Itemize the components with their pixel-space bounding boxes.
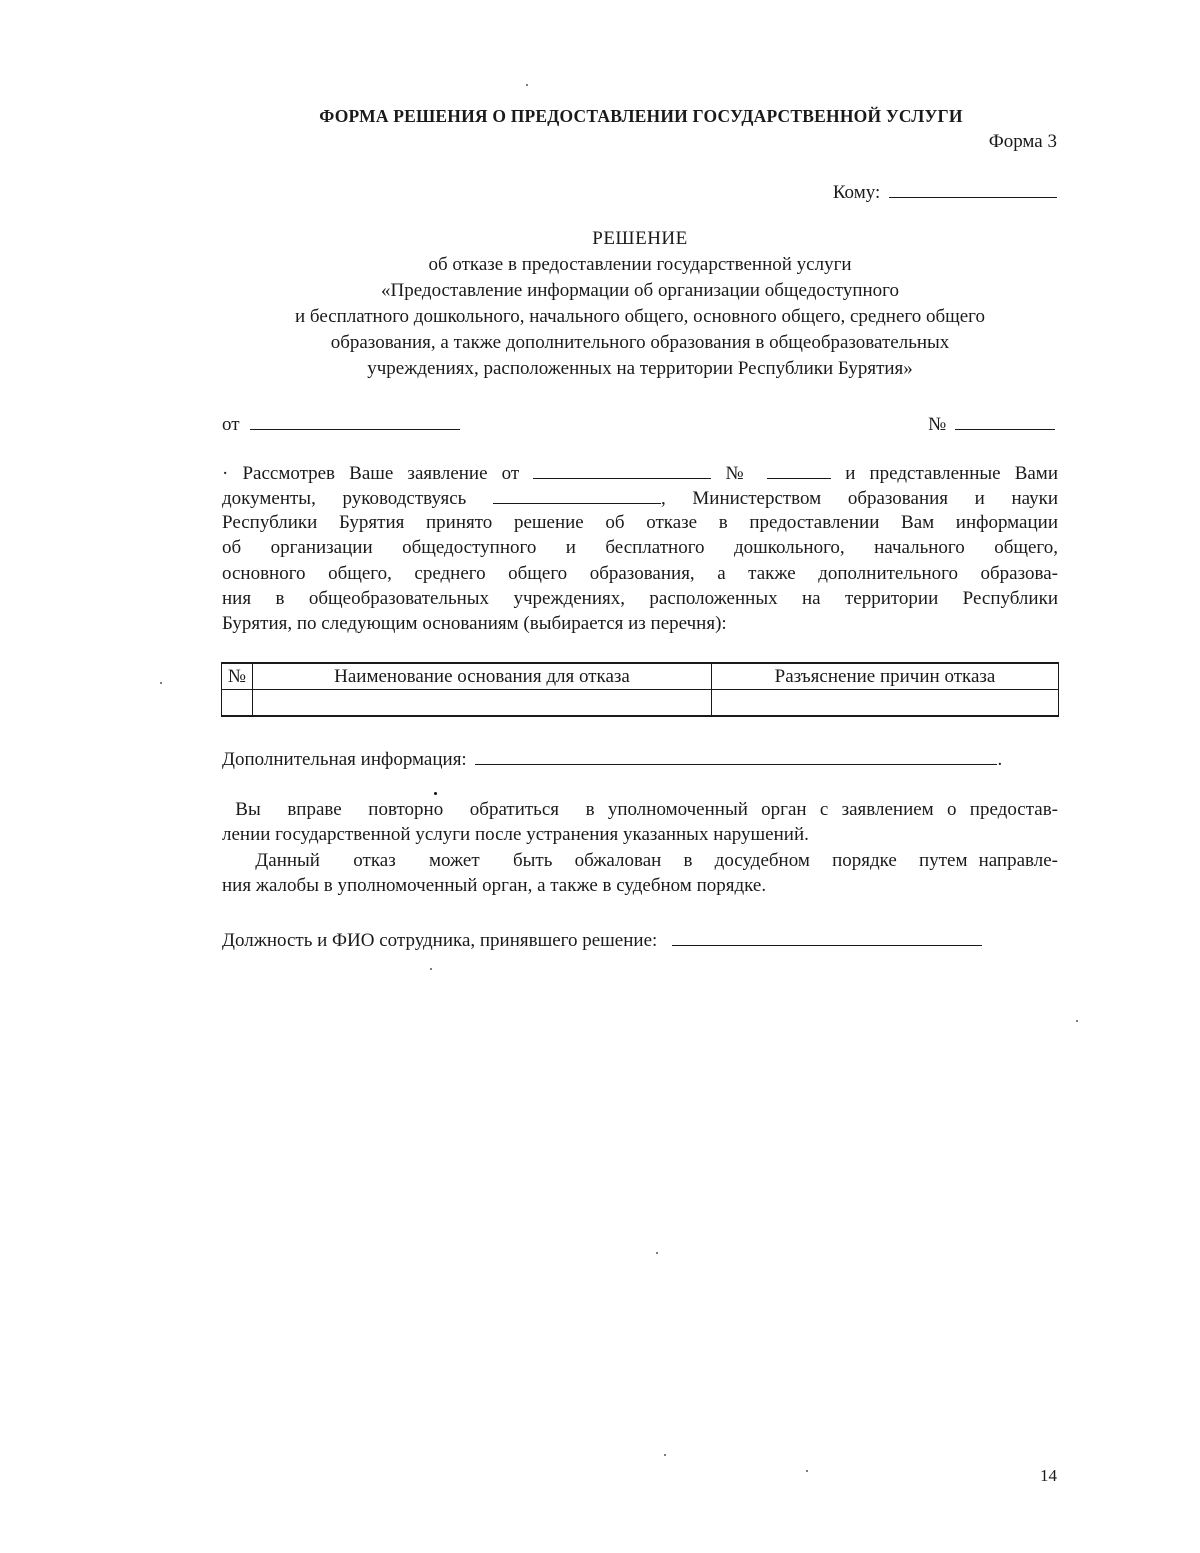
page-number: 14 xyxy=(1040,1466,1057,1485)
document-heading: ФОРМА РЕШЕНИЯ О ПРЕДОСТАВЛЕНИИ ГОСУДАРСТВЕННОЙ УСЛУГИ xyxy=(319,106,963,126)
title-line: учреждениях, расположенных на территории Республики Бурятия» xyxy=(367,358,913,379)
decision-title xyxy=(210,226,1070,382)
application-date-blank[interactable] xyxy=(533,459,711,479)
notice-line: Вы вправе повторно обратиться в уполномоченный орган с заявлением о предостав- xyxy=(222,799,1058,820)
table-header-row xyxy=(222,663,1059,690)
number-line xyxy=(928,410,1055,436)
title-line: образования, а также дополнительного образования в общеобразовательных xyxy=(330,332,950,353)
date-blank[interactable] xyxy=(250,410,460,430)
date-line xyxy=(222,410,460,436)
body-line: об организации общедоступного и бесплатного дошкольного, начального общего, xyxy=(222,537,1058,559)
scan-speck xyxy=(430,968,432,970)
table-cell[interactable] xyxy=(253,690,712,717)
notice-line: лении государственной услуги после устранения указанных нарушений. xyxy=(222,824,809,846)
body-text: документы, руководствуясь xyxy=(222,488,467,510)
scan-speck xyxy=(664,1454,666,1456)
additional-info-blank[interactable] xyxy=(475,745,997,765)
table-cell[interactable] xyxy=(222,690,253,717)
scan-speck xyxy=(806,1470,808,1472)
table-header-number: № xyxy=(222,663,253,690)
title-line: «Предоставление информации об организации общедоступного xyxy=(381,280,899,301)
body-text: и представленные Вами xyxy=(845,463,1058,484)
additional-info-line xyxy=(222,745,1002,771)
scan-speck xyxy=(1076,1020,1078,1022)
scan-speck xyxy=(434,792,437,795)
body-line xyxy=(222,459,1058,484)
notice-line: ния жалобы в уполномоченный орган, а также в судебном порядке. xyxy=(222,875,767,897)
body-line xyxy=(222,484,1058,509)
notice-line: Данный отказ может быть обжалован в досудебном порядке путем направле- xyxy=(222,849,1058,871)
title-line: и бесплатного дошкольного, начального общего, основного общего, среднего общего xyxy=(294,306,986,327)
table-header-explanation: Разъяснение причин отказа xyxy=(712,663,1059,690)
body-line: Бурятия, по следующим основаниям (выбирается из перечня): xyxy=(222,613,727,635)
signer-blank[interactable] xyxy=(672,926,982,946)
number-label: № xyxy=(928,414,947,435)
table-header-reason: Наименование основания для отказа xyxy=(253,663,712,690)
signer-line xyxy=(222,926,982,952)
table-row xyxy=(222,690,1059,717)
notice-paragraph xyxy=(222,797,1058,899)
decision-title-word: РЕШЕНИЕ xyxy=(592,228,688,249)
recipient-line xyxy=(833,178,1057,204)
body-text: · Рассмотрев Ваше заявление от xyxy=(222,463,520,484)
body-line: основного общего, среднего общего образования, а также дополнительного образова- xyxy=(222,562,1058,584)
scan-speck xyxy=(656,1252,658,1254)
additional-info-end: . xyxy=(997,749,1003,770)
title-line: об отказе в предоставлении государственной услуги xyxy=(428,254,852,275)
recipient-label: Кому: xyxy=(832,182,881,203)
refusal-reasons-table xyxy=(221,662,1059,717)
scan-speck xyxy=(160,682,162,684)
form-number: Форма 3 xyxy=(988,131,1057,152)
additional-info-label: Дополнительная информация: xyxy=(222,749,467,770)
legal-basis-blank[interactable] xyxy=(493,484,661,504)
application-number-blank[interactable] xyxy=(767,459,831,479)
recipient-blank[interactable] xyxy=(889,178,1057,198)
body-text: № xyxy=(725,463,753,484)
body-line: ния в общеобразовательных учреждениях, расположенных на территории Республики xyxy=(222,587,1058,609)
body-line: Республики Бурятия принято решение об отказе в предоставлении Вам информации xyxy=(222,511,1058,533)
table-cell[interactable] xyxy=(712,690,1059,717)
signer-label: Должность и ФИО сотрудника, принявшего решение: xyxy=(222,930,658,951)
number-blank[interactable] xyxy=(955,410,1055,430)
body-text: , Министерством образования и науки xyxy=(661,488,1059,510)
date-label: от xyxy=(222,414,240,435)
scan-speck xyxy=(526,84,528,86)
body-paragraph xyxy=(222,459,1058,637)
